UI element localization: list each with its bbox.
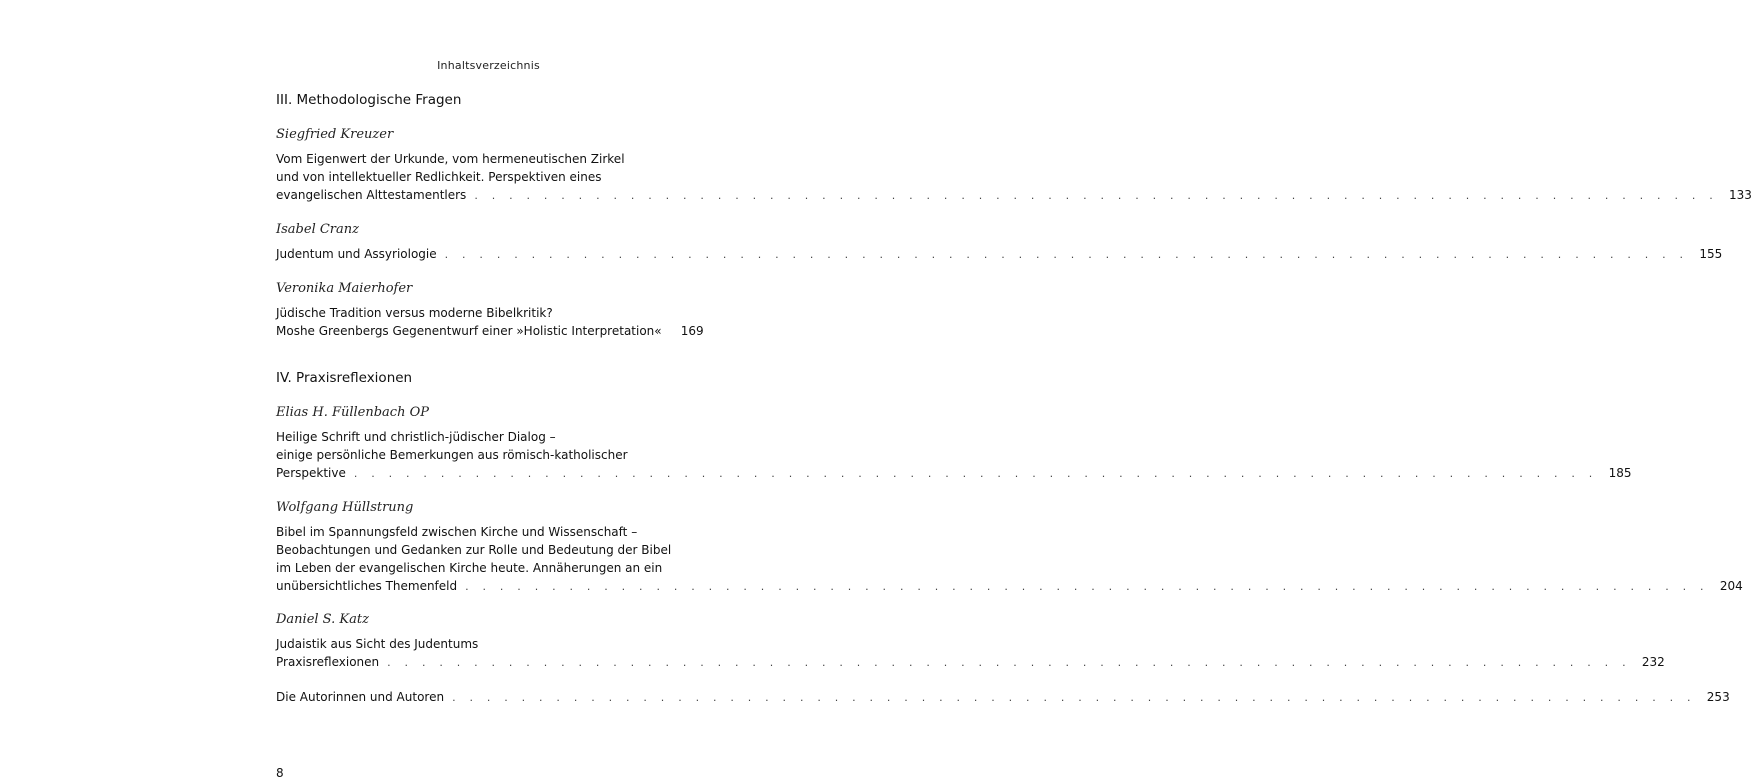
entry-title-line: Jüdische Tradition versus moderne Bibelkritik? [276,306,553,320]
entry-title-line: Praxisreflexionen [276,655,380,669]
dot-leader [465,578,1709,596]
page-number: 155 [1699,247,1723,261]
entry-title-line: Heilige Schrift und christlich-jüdischer Dialog – [276,430,556,444]
folio-page-number: 8 [276,766,284,780]
entry-title-line: einige persönliche Bemerkungen aus römisch-katholischer [276,448,628,462]
entry-last-line [276,464,1632,482]
entry-last-line [276,688,1730,706]
entry-title-line: Judaistik aus Sicht des Judentums [276,637,479,651]
entry-title-line: Beobachtungen und Gedanken zur Rolle und Bedeutung der Bibel [276,543,672,557]
dot-leader [445,246,1689,264]
toc-entry [276,428,1632,482]
entry-title-line: unübersichtliches Themenfeld [276,579,458,593]
entry-last-line [276,653,1665,671]
section-heading-iii: III. Methodologische Fragen [276,92,462,108]
entry-author: Veronika Maierhofer [276,281,413,296]
entry-author: Siegfried Kreuzer [276,127,394,142]
page-number: 133 [1729,188,1752,202]
entry-title-line: Vom Eigenwert der Urkunde, vom hermeneutischen Zirkel [276,152,625,166]
entry-last-line [276,245,1723,263]
entry-author: Elias H. Füllenbach OP [276,405,429,420]
entry-title-line: Bibel im Spannungsfeld zwischen Kirche und Wissenschaft – [276,525,638,539]
page-number: 185 [1608,466,1632,480]
entry-title-line: im Leben der evangelischen Kirche heute. Annäherungen an ein [276,561,663,575]
section-heading-iv: IV. Praxisreflexionen [276,370,413,386]
entry-author: Isabel Cranz [276,222,359,237]
entry-last-line [276,577,1743,595]
dot-leader [354,465,1598,483]
page-number: 169 [680,324,704,338]
page-number: 253 [1706,690,1730,704]
page-number: 232 [1641,655,1665,669]
dot-leader [387,654,1631,672]
entry-title-line: Judentum und Assyriologie [276,247,437,261]
toc-entry [276,635,1665,671]
entry-last-line [276,322,704,340]
entry-author: Wolfgang Hüllstrung [276,500,414,515]
entry-title-line: Die Autorinnen und Autoren [276,690,445,704]
toc-entry [276,523,1743,595]
dot-leader [452,689,1696,707]
entry-last-line [276,186,1752,204]
entry-title-line: Moshe Greenbergs Gegenentwurf einer »Holistic Interpretation« [276,324,662,338]
entry-title-line: und von intellektueller Redlichkeit. Perspektiven eines [276,170,602,184]
dot-leader [474,187,1718,205]
toc-entry [276,304,704,340]
running-head: Inhaltsverzeichnis [437,59,540,72]
page-number: 204 [1719,579,1743,593]
toc-entry [276,245,1723,263]
entry-title-line: Perspektive [276,466,346,480]
entry-author: Daniel S. Katz [276,612,369,627]
entry-title-line: evangelischen Alttestamentlers [276,188,467,202]
toc-entry-authors [276,688,1730,706]
toc-entry [276,150,1752,204]
